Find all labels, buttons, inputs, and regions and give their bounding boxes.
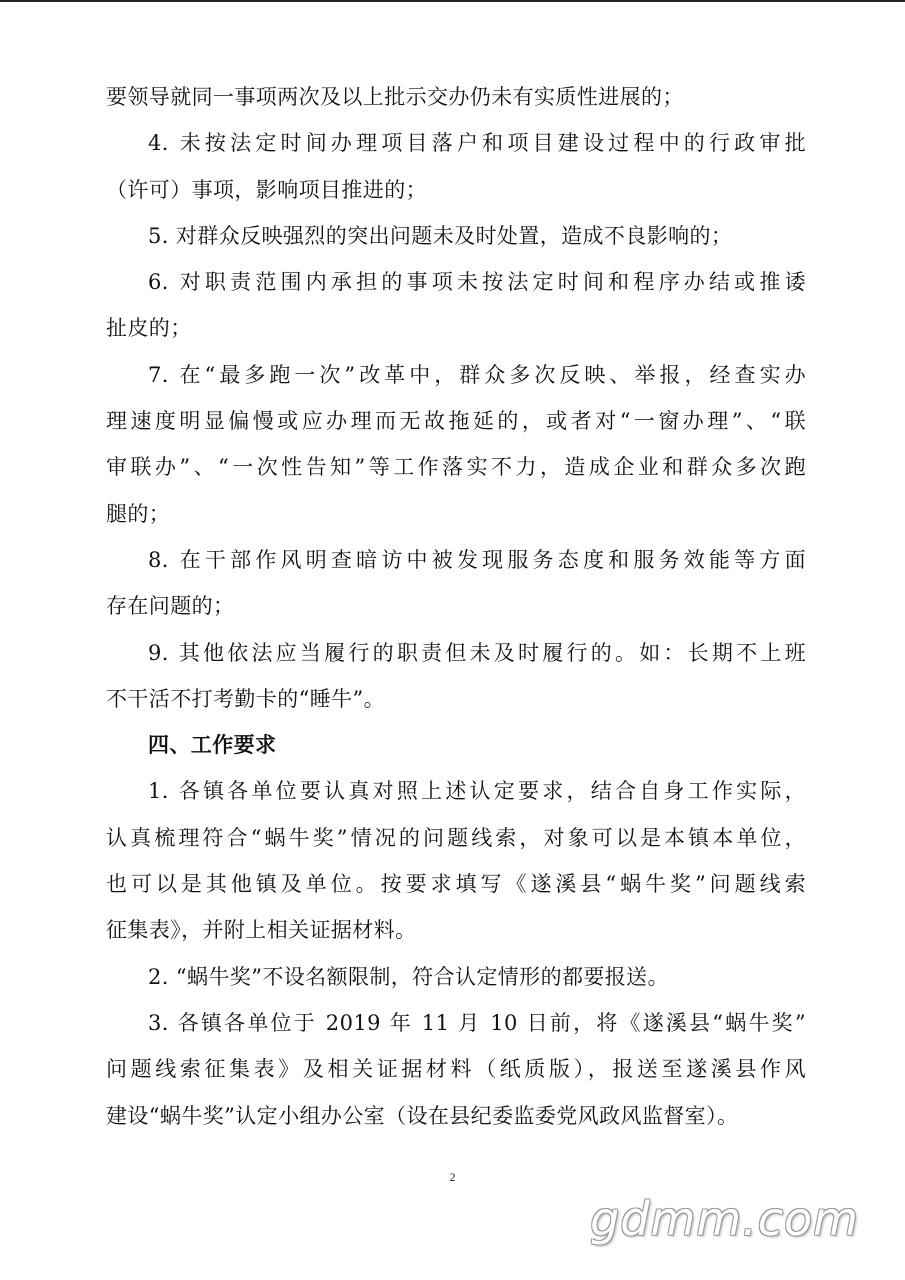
text-line: 7. 在“最多跑一次”改革中，群众多次反映、举报，经查实办 <box>148 362 806 387</box>
text-line: 4. 未按法定时间办理项目落户和项目建设过程中的行政审批 <box>148 131 806 156</box>
section-heading: 四、工作要求 <box>148 733 277 758</box>
text-line: 建设“蜗牛奖”认定小组办公室（设在县纪委监委党风政风监督室）。 <box>106 1103 739 1128</box>
text-line: 6. 对职责范围内承担的事项未按法定时间和程序办结或推诿 <box>148 270 806 295</box>
text-line: 不干活不打考勤卡的“睡牛”。 <box>106 686 386 711</box>
text-line: 1. 各镇各单位要认真对照上述认定要求，结合自身工作实际， <box>148 779 806 804</box>
text-line: 扯皮的； <box>106 316 192 341</box>
text-line: 审联办”、“一次性告知”等工作落实不力，造成企业和群众多次跑 <box>106 455 806 480</box>
site-watermark: gdmm.com <box>590 1192 859 1246</box>
text-line: 也可以是其他镇及单位。按要求填写《遂溪县“蜗牛奖”问题线索 <box>106 872 806 897</box>
text-line: 8. 在干部作风明查暗访中被发现服务态度和服务效能等方面 <box>148 547 806 572</box>
text-line: 要领导就同一事项两次及以上批示交办仍未有实质性进展的； <box>106 85 684 109</box>
text-line: （许可）事项，影响项目推进的； <box>106 177 427 202</box>
text-line: 9. 其他依法应当履行的职责但未及时履行的。如：长期不上班 <box>148 640 806 665</box>
text-line: 理速度明显偏慢或应办理而无故拖延的，或者对“一窗办理”、“联 <box>106 409 806 434</box>
text-line: 2. “蜗牛奖”不设名额限制，符合认定情形的都要报送。 <box>148 964 669 989</box>
text-line: 腿的； <box>106 501 171 526</box>
text-line: 认真梳理符合“蜗牛奖”情况的问题线索，对象可以是本镇本单位， <box>106 825 806 850</box>
document-body <box>106 74 806 1139</box>
text-line: 5. 对群众反映强烈的突出问题未及时处置，造成不良影响的； <box>148 223 733 248</box>
text-line: 3. 各镇各单位于 2019 年 11 月 10 日前，将《遂溪县“蜗牛奖” <box>148 1010 806 1035</box>
text-line: 存在问题的； <box>106 594 235 619</box>
page-number: 2 <box>449 1170 456 1184</box>
text-line: 征集表》，并附上相关证据材料。 <box>106 918 417 943</box>
text-line: 问题线索征集表》及相关证据材料（纸质版），报送至遂溪县作风 <box>106 1057 806 1082</box>
top-border-line <box>0 0 905 2</box>
